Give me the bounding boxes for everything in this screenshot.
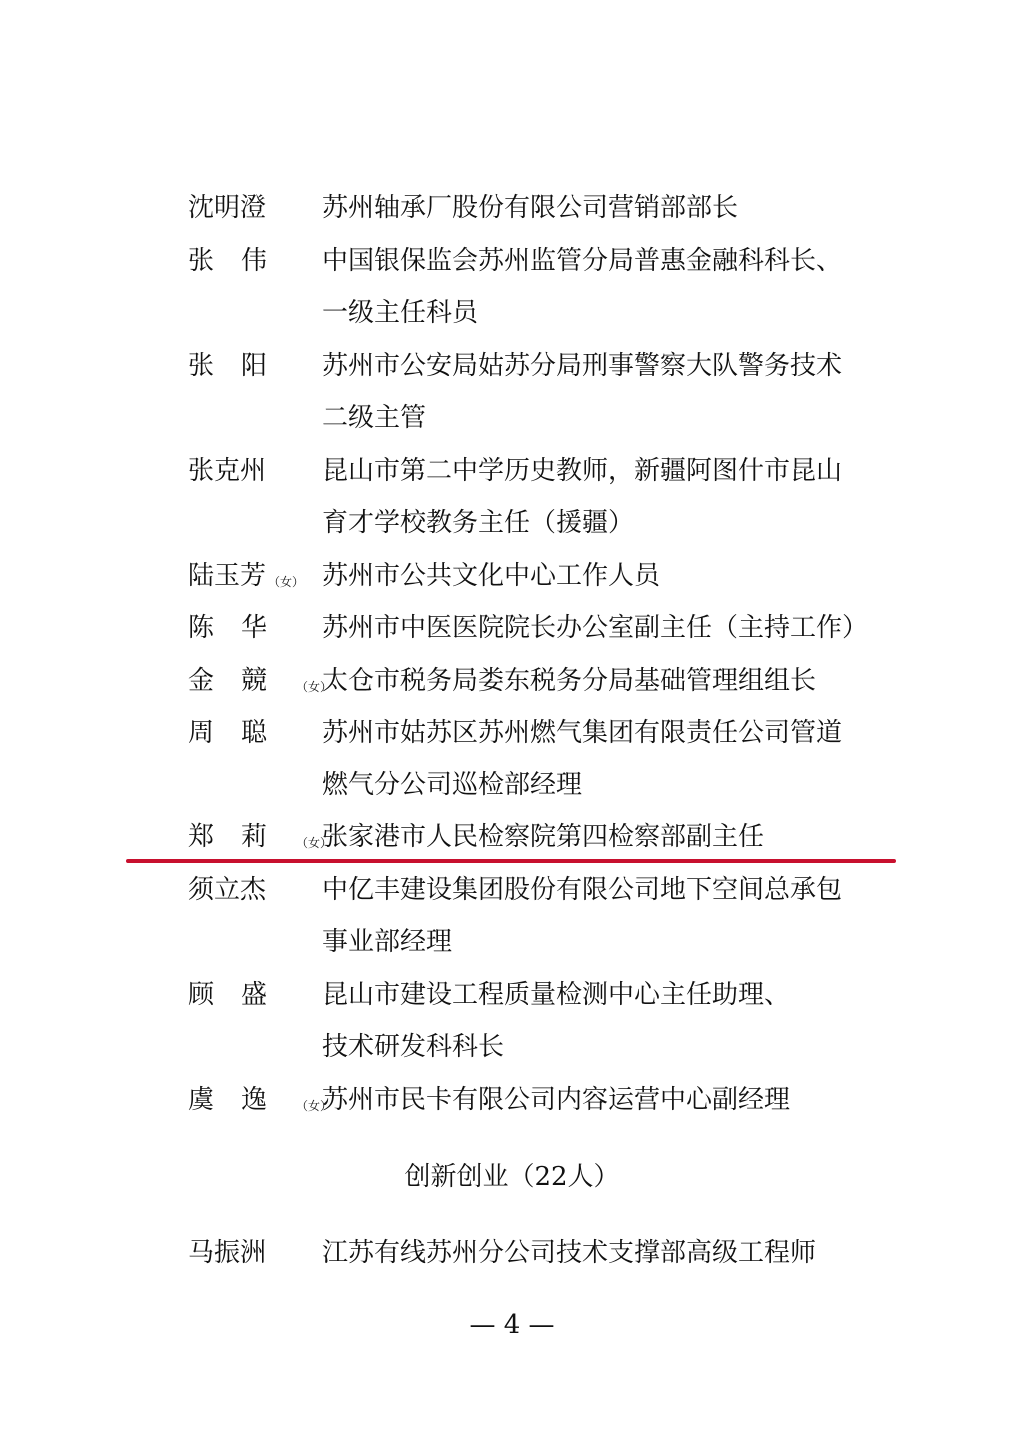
person-title	[322, 811, 902, 863]
person-title	[322, 969, 902, 1073]
person-name-text: 张克州	[188, 456, 267, 486]
female-marker: （女）	[268, 575, 305, 589]
person-name-text: 陆玉芳	[188, 561, 267, 591]
person-title-line: 事业部经理	[322, 927, 453, 957]
person-name-text: 虞逸	[188, 1085, 295, 1115]
person-title-line: 技术研发科科长	[322, 1032, 505, 1062]
person-name-text: 陈华	[188, 613, 295, 643]
page-number: — 4 —	[469, 1310, 555, 1340]
person-title	[322, 655, 902, 707]
person-title-line: 昆山市第二中学历史教师，新疆阿图什市昆山	[322, 456, 843, 486]
person-name	[188, 661, 332, 701]
person-name-text: 周聪	[188, 718, 295, 748]
person-title	[322, 182, 902, 234]
person-title	[322, 235, 902, 339]
person-title-line: 苏州市公共文化中心工作人员	[322, 561, 661, 591]
female-marker: （女）	[296, 1099, 333, 1113]
person-title	[322, 707, 902, 811]
person-title	[322, 340, 902, 444]
person-title-line: 中亿丰建设集团股份有限公司地下空间总承包	[322, 875, 843, 905]
person-title	[322, 602, 902, 654]
person-title-line: 张家港市人民检察院第四检察部副主任	[322, 822, 765, 852]
person-title	[322, 445, 902, 549]
person-title-line: 苏州轴承厂股份有限公司营销部部长	[322, 193, 739, 223]
red-underline-rule	[126, 859, 896, 863]
person-title	[322, 1074, 902, 1126]
person-name	[188, 188, 266, 228]
person-name-text: 张伟	[188, 246, 295, 276]
person-title-line: 二级主管	[322, 403, 427, 433]
person-title-line: 苏州市姑苏区苏州燃气集团有限责任公司管道	[322, 718, 843, 748]
person-name	[188, 451, 266, 491]
person-name-text: 马振洲	[188, 1238, 267, 1268]
person-title-line: 江苏有线苏州分公司技术支撑部高级工程师	[322, 1238, 817, 1268]
person-title-line: 太仓市税务局娄东税务分局基础管理组组长	[322, 666, 817, 696]
person-title-line: 燃气分公司巡检部经理	[322, 770, 583, 800]
person-name	[188, 817, 332, 857]
person-name	[188, 1233, 266, 1273]
person-name	[188, 608, 294, 648]
person-name-text: 沈明澄	[188, 193, 267, 223]
person-name	[188, 975, 294, 1015]
person-name	[188, 346, 294, 386]
person-title-line: 中国银保监会苏州监管分局普惠金融科科长、	[322, 246, 843, 276]
person-name-text: 须立杰	[188, 875, 267, 905]
person-name	[188, 870, 266, 910]
person-name	[188, 713, 294, 753]
person-title-line: 苏州市公安局姑苏分局刑事警察大队警务技术	[322, 351, 843, 381]
person-name-text: 顾盛	[188, 980, 295, 1010]
person-title	[322, 1227, 902, 1279]
person-name-text: 金競	[188, 666, 295, 696]
person-title-line: 一级主任科员	[322, 298, 479, 328]
person-title	[322, 550, 902, 602]
person-title-line: 育才学校教务主任（援疆）	[322, 508, 635, 538]
person-name-text: 张阳	[188, 351, 295, 381]
person-title	[322, 864, 902, 968]
person-title-line: 苏州市民卡有限公司内容运营中心副经理	[322, 1085, 791, 1115]
person-name-text: 郑莉	[188, 822, 295, 852]
female-marker: （女）	[296, 680, 333, 694]
person-title-line: 苏州市中医医院院长办公室副主任（主持工作）	[322, 613, 869, 643]
person-name	[188, 1080, 332, 1120]
section-heading: 创新创业（22人）	[404, 1162, 620, 1192]
female-marker: （女）	[296, 836, 333, 850]
person-title-line: 昆山市建设工程质量检测中心主任助理、	[322, 980, 791, 1010]
person-name	[188, 556, 304, 596]
person-name	[188, 241, 294, 281]
